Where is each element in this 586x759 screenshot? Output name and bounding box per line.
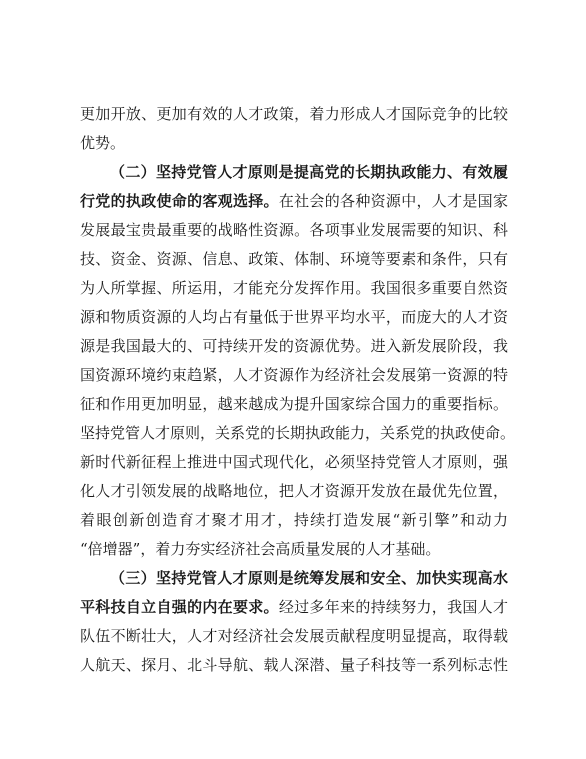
bold-run: 平科技自立自强的内在要求。 bbox=[80, 598, 279, 616]
paragraph-2-line-10 bbox=[80, 422, 516, 444]
text-run: 人航天、探月、北斗导航、载人深潜、量子科技等一系列标志性 bbox=[80, 656, 508, 674]
paragraph-2-line-5 bbox=[80, 277, 508, 299]
text-run: 更加开放、更加有效的人才政策，着力形成人才国际竞争的比较 bbox=[80, 105, 508, 123]
paragraph-2-line-13 bbox=[80, 509, 508, 531]
paragraph-2-line-12 bbox=[80, 480, 508, 502]
text-run: 队伍不断壮大，人才对经济社会发展贡献程度明显提高，取得载 bbox=[80, 627, 508, 645]
text-run: 技、资金、资源、信息、政策、体制、环境等要素和条件，只有 bbox=[80, 250, 508, 268]
bold-run: （二）坚持党管人才原则是提高党的长期执政能力、有效履 bbox=[110, 163, 508, 181]
text-run: 着眼创新创造育才聚才用才，持续打造发展“新引擎”和动力 bbox=[80, 511, 508, 529]
paragraph-2-line-8 bbox=[80, 364, 508, 386]
bold-run: （三）坚持党管人才原则是统筹发展和安全、加快实现高水 bbox=[110, 569, 508, 587]
text-run: 发展最宝贵最重要的战略性资源。各项事业发展需要的知识、科 bbox=[80, 221, 508, 239]
text-run: 新时代新征程上推进中国式现代化，必须坚持党管人才原则，强 bbox=[80, 453, 508, 471]
paragraph-1-line-1 bbox=[80, 103, 508, 125]
paragraph-2-line-6 bbox=[80, 306, 508, 328]
text-run: 经过多年来的持续努力，我国人才 bbox=[278, 598, 508, 616]
text-run: 源和物质资源的人均占有量低于世界平均水平，而庞大的人才资 bbox=[80, 308, 508, 326]
paragraph-3-line-2 bbox=[80, 596, 508, 618]
paragraph-2-line-2 bbox=[80, 190, 508, 212]
paragraph-2-line-14 bbox=[80, 538, 508, 560]
paragraph-3-line-4 bbox=[80, 654, 508, 676]
paragraph-3-heading-line-1 bbox=[110, 567, 508, 589]
paragraph-2-line-7 bbox=[80, 335, 508, 357]
paragraph-2-heading-line-1 bbox=[110, 161, 508, 183]
text-run: 源是我国最大的、可持续开发的资源优势。进入新发展阶段，我 bbox=[80, 337, 508, 355]
text-run: 征和作用更加明显，越来越成为提升国家综合国力的重要指标。 bbox=[80, 395, 508, 413]
text-run: 为人所掌握、所运用，才能充分发挥作用。我国很多重要自然资 bbox=[80, 279, 508, 297]
paragraph-2-line-11 bbox=[80, 451, 508, 473]
text-run: 优势。 bbox=[80, 134, 126, 152]
paragraph-3-line-3 bbox=[80, 625, 508, 647]
text-run: 化人才引领发展的战略地位，把人才资源开发放在最优先位置， bbox=[80, 482, 508, 500]
text-run: “倍增器”，着力夯实经济社会高质量发展的人才基础。 bbox=[80, 540, 441, 558]
bold-run: 行党的执政使命的客观选择。 bbox=[80, 192, 279, 210]
text-run: 坚持党管人才原则，关系党的长期执政能力，关系党的执政使命。 bbox=[80, 424, 516, 442]
paragraph-1-line-2 bbox=[80, 132, 508, 154]
paragraph-2-line-4 bbox=[80, 248, 508, 270]
paragraph-2-line-9 bbox=[80, 393, 508, 415]
text-run: 国资源环境约束趋紧，人才资源作为经济社会发展第一资源的特 bbox=[80, 366, 508, 384]
text-run: 在社会的各种资源中，人才是国家 bbox=[278, 192, 508, 210]
paragraph-2-line-3 bbox=[80, 219, 508, 241]
